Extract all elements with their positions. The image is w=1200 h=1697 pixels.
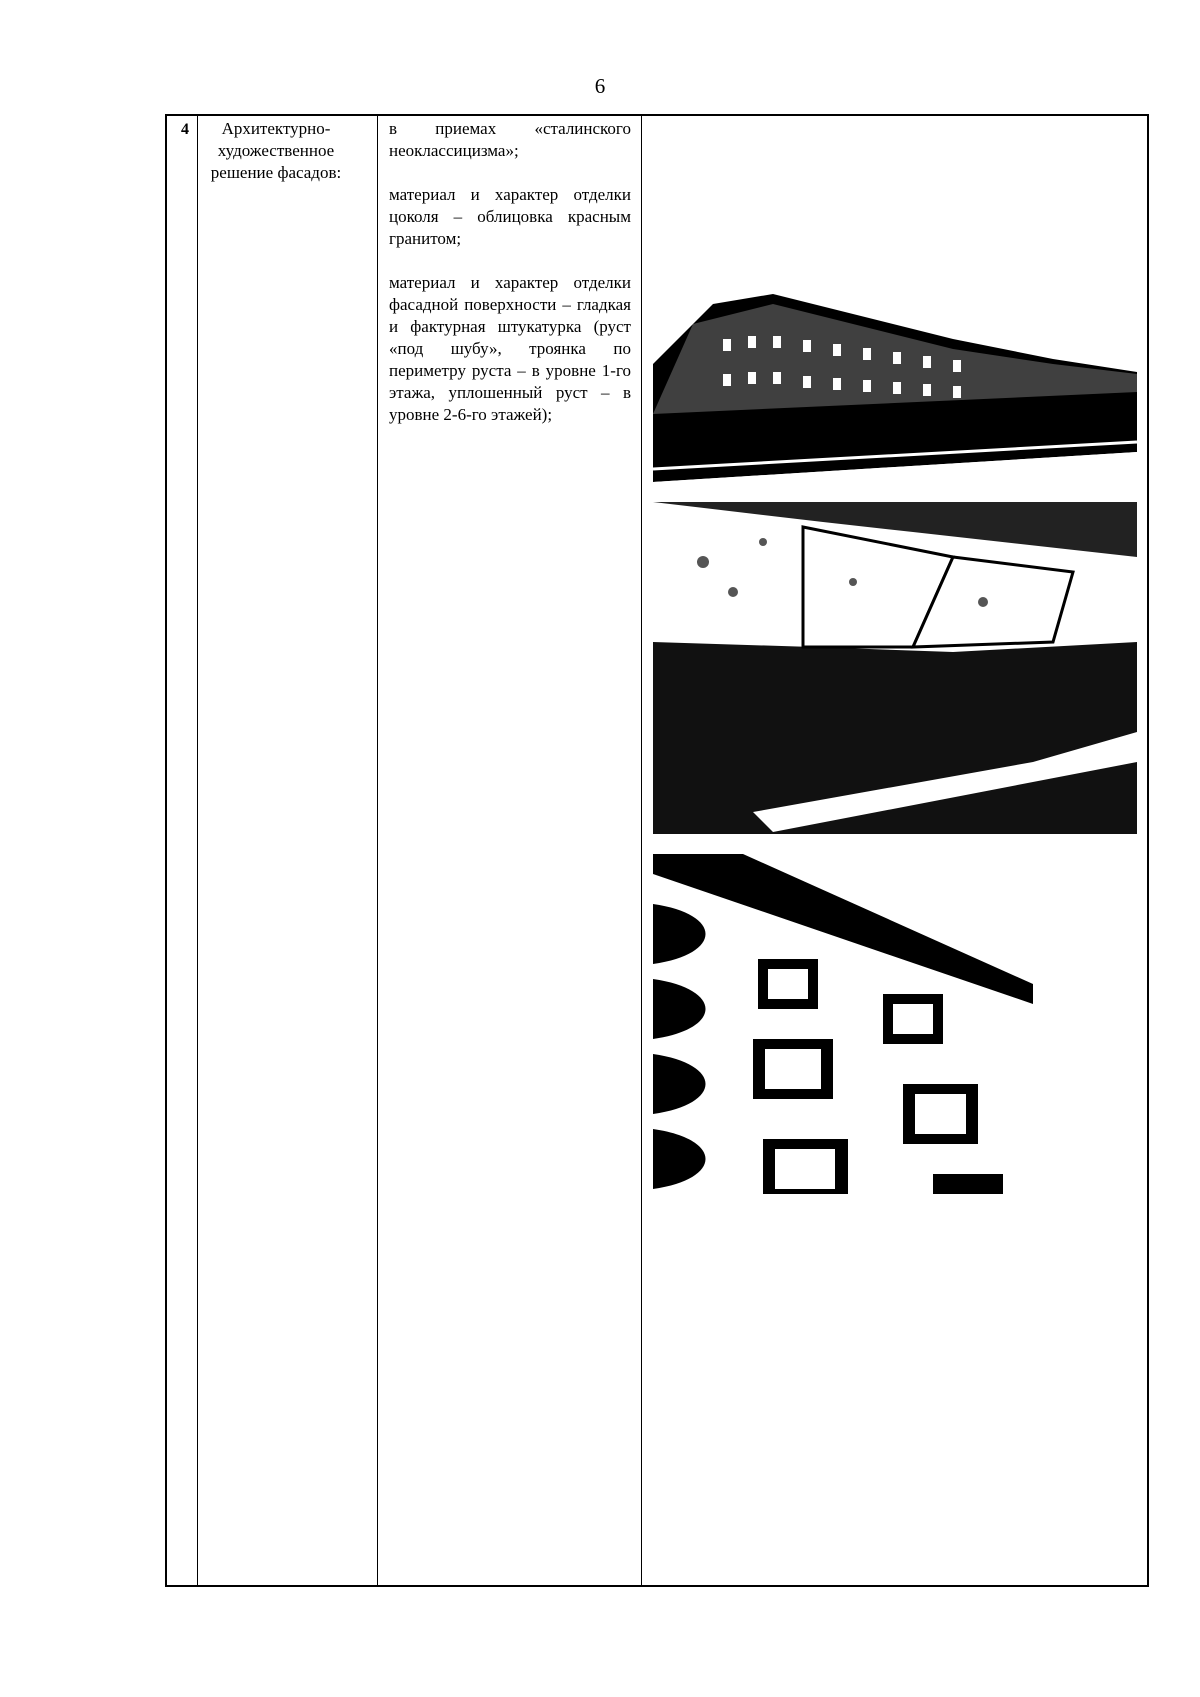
row-description: [389, 118, 631, 448]
description-paragraph: материал и характер отделки цоколя – облицовка красным гранитом;: [389, 185, 631, 248]
column-divider: [377, 116, 378, 1585]
granite-plinth-closeup-photo: [653, 502, 1137, 834]
description-paragraph: в приемах «сталинского неоклассицизма»;: [389, 119, 631, 160]
building-street-view-photo: [653, 264, 1137, 482]
row-number: 4: [181, 121, 189, 138]
page-number: 6: [594, 74, 606, 98]
description-paragraph: материал и характер отделки фасадной поверхности – гладкая и фактурная штукатурка (руст «под шубу», троянка по периметру руста – в уровне 1-го этажа, уплошенный руст – в уровне 2-6-го этажей);: [389, 273, 631, 424]
attribute-table: [165, 114, 1149, 1587]
facade-upper-floors-photo: [653, 854, 1137, 1194]
row-title: Архитектурно-художественное решение фасадов:: [210, 119, 342, 182]
column-divider: [197, 116, 198, 1585]
column-divider: [641, 116, 642, 1585]
